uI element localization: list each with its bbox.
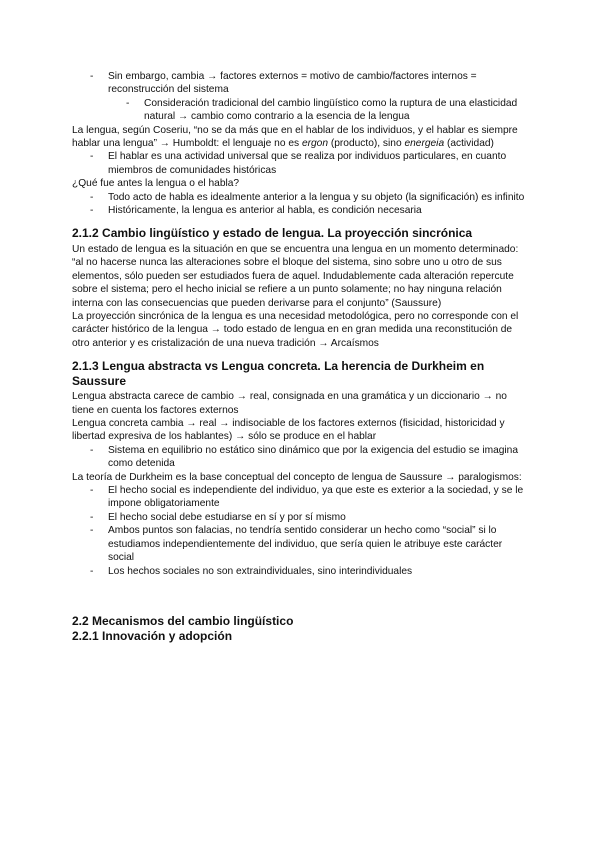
document-page [72, 70, 530, 644]
sub-bullet-item: - Consideración tradicional del cambio lingüístico como la ruptura de una elasticidad natural → cambio como contrario a la esencia de la lengua [72, 97, 530, 124]
bullet-item: - Ambos puntos son falacias, no tendría sentido considerar un hecho como “social” si lo estudiamos independientemente del individuo, que sería quien le atribuye este carácter social [72, 524, 530, 564]
text-span: (producto), sino [328, 138, 405, 150]
bullet-item: - Históricamente, la lengua es anterior al habla, es condición necesaria [72, 204, 530, 217]
heading-2-1-2: 2.1.2 Cambio lingüístico y estado de lengua. La proyección sincrónica [72, 226, 473, 241]
paragraph-estado-lengua: Un estado de lengua es la situación en que se encuentra una lengua en un momento determinado: “al no hacerse nunca las alteraciones sobre el bloque del sistema, sino sobre uno u otro de sus elementos, sólo pueden ser estudiados fuera de aquel. Indudablemente cada alteración repercute sobre el sistema; pero el hecho inicial se refiere a un punto solamente; no hay ninguna relación interna con las consecuencias que pueden derivarse para el conjunto” (Saussure) [72, 243, 519, 309]
bullet-item: - Sin embargo, cambia → factores externos = motivo de cambio/factores internos = reconstrucción del sistema [72, 70, 530, 97]
bullet-item: - Sistema en equilibrio no estático sino dinámico que por la exigencia del estudio se imagina como detenida [72, 444, 530, 471]
paragraph-durkheim: La teoría de Durkheim es la base conceptual del concepto de lengua de Saussure → paralogismos: [72, 471, 522, 483]
heading-2-2-1: 2.2.1 Innovación y adopción [72, 628, 233, 643]
paragraph-coseriu [72, 124, 530, 151]
bullet-item: - El hecho social debe estudiarse en sí y por sí mismo [72, 511, 530, 524]
paragraph-proyeccion: La proyección sincrónica de la lengua es una necesidad metodológica, pero no corresponde con el carácter histórico de la lengua → todo estado de lengua en en gran medida una reconstitución de otro anterior y es cristalización de una nueva tradición → Arcaísmos [72, 311, 519, 349]
heading-2-1-3: 2.1.3 Lengua abstracta vs Lengua concreta. La herencia de Durkheim en Saussure [72, 359, 485, 388]
text-span: (actividad) [444, 138, 494, 150]
bullet-item: - Los hechos sociales no son extraindividuales, sino interindividuales [72, 565, 530, 578]
bullet-item: - Todo acto de habla es idealmente anterior a la lengua y su objeto (la significación) es infinito [72, 191, 530, 204]
heading-2-2: 2.2 Mecanismos del cambio lingüístico [72, 613, 294, 628]
paragraph-lengua-concreta: Lengua concreta cambia → real → indisociable de los factores externos (fisicidad, historicidad y libertad expresiva de los hablantes) → sólo se produce en el hablar [72, 418, 505, 443]
paragraph-question: ¿Qué fue antes la lengua o el habla? [72, 178, 240, 190]
spacer [72, 578, 530, 614]
text-span: La lengua, según Coseriu, “no se da más que en el hablar de los individuos, y el hablar es siempre hablar una lengua” → Humboldt: el lenguaje no es [72, 124, 518, 150]
bullet-item: - El hecho social es independiente del individuo, ya que este es exterior a la sociedad, y se le impone obligatoriamente [72, 484, 530, 511]
italic-ergon: ergon [301, 138, 328, 150]
paragraph-lengua-abstracta: Lengua abstracta carece de cambio → real, consignada en una gramática y un diccionario → no tiene en cuenta los factores externos [72, 391, 507, 416]
bullet-item: - El hablar es una actividad universal que se realiza por individuos particulares, en cuanto miembros de comunidades históricas [72, 150, 530, 177]
italic-energeia: energeia [404, 138, 445, 150]
